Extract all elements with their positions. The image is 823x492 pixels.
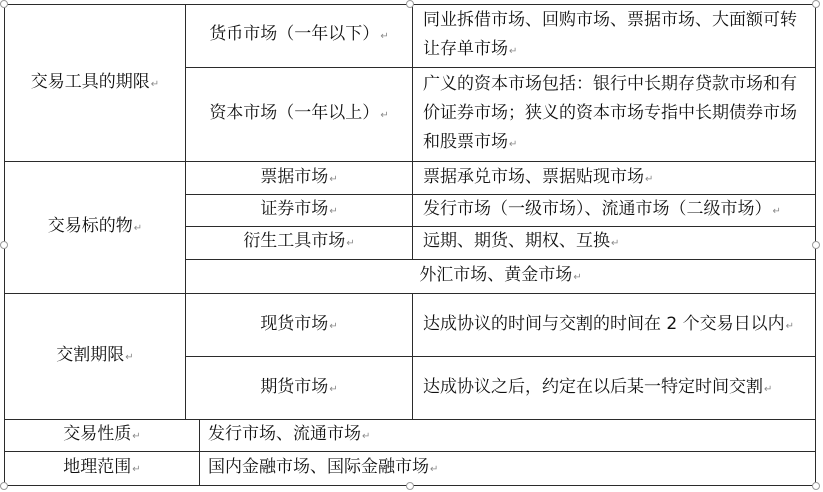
- resize-handle-top-middle[interactable]: [406, 0, 414, 8]
- value-text: 发行市场、流通市场: [208, 424, 361, 445]
- table-row: [5, 5, 816, 68]
- subcategory-cell: [186, 227, 413, 259]
- resize-handle-bottom-left[interactable]: [0, 482, 8, 490]
- subcategory-cell: [186, 194, 413, 226]
- paragraph-mark: ↵: [785, 320, 795, 332]
- table-row: [5, 162, 816, 194]
- value-cell: [200, 419, 816, 451]
- subcategory-label: 证券市场: [260, 198, 329, 219]
- description-cell: [413, 162, 816, 194]
- description-text: 广义的资本市场包括：银行中长期存贷款市场和有价证券市场；狭义的资本市场专指中长期债券市场和股票市场: [423, 74, 798, 153]
- description-cell: [413, 5, 816, 68]
- category-label: 地理范围: [63, 457, 132, 478]
- description-cell: [413, 194, 816, 226]
- category-cell: [5, 452, 200, 486]
- description-text: 达成协议的时间与交割的时间在 2 个交易日以内: [423, 313, 785, 334]
- category-label: 交易工具的期限: [30, 71, 150, 92]
- paragraph-mark: ↵: [132, 464, 141, 476]
- subcategory-cell: [186, 357, 413, 420]
- paragraph-mark: ↵: [380, 110, 389, 122]
- description-cell: [413, 227, 816, 259]
- merged-text: 外汇市场、黄金市场: [419, 264, 573, 285]
- table-row: [5, 419, 816, 451]
- table-row: [5, 294, 816, 357]
- resize-handle-bottom-middle[interactable]: [406, 482, 414, 490]
- category-label: 交易性质: [63, 424, 132, 445]
- subcategory-cell: [186, 294, 413, 357]
- resize-handle-bottom-right[interactable]: [812, 482, 820, 490]
- resize-handle-middle-right[interactable]: [812, 241, 820, 249]
- resize-handle-top-left[interactable]: [0, 0, 8, 8]
- description-text: 票据承兑市场、票据贴现市场: [423, 166, 645, 187]
- paragraph-mark: ↵: [380, 31, 389, 43]
- paragraph-mark: ↵: [329, 320, 338, 332]
- paragraph-mark: ↵: [573, 271, 582, 283]
- paragraph-mark: ↵: [125, 352, 134, 364]
- subcategory-cell: [186, 162, 413, 194]
- subcategory-label: 衍生工具市场: [243, 231, 346, 252]
- subcategory-label: 资本市场（一年以上）: [209, 103, 380, 124]
- description-text: 远期、期货、期权、互换: [423, 231, 611, 252]
- description-text: 发行市场（一级市场）、流通市场（二级市场）: [423, 198, 772, 219]
- description-text: 达成协议之后，约定在以后某一特定时间交割: [423, 376, 764, 397]
- subcategory-label: 票据市场: [260, 166, 329, 187]
- category-cell: [5, 5, 186, 162]
- category-label: 交割期限: [56, 345, 125, 366]
- paragraph-mark: ↵: [509, 45, 518, 57]
- financial-market-classification-table: [4, 4, 816, 486]
- paragraph-mark: ↵: [329, 205, 338, 217]
- paragraph-mark: ↵: [611, 238, 620, 250]
- value-cell: [200, 452, 816, 486]
- paragraph-mark: ↵: [645, 173, 654, 185]
- resize-handle-middle-left[interactable]: [0, 241, 8, 249]
- subcategory-cell: [186, 67, 413, 161]
- description-cell: [413, 67, 816, 161]
- paragraph-mark: ↵: [362, 431, 371, 443]
- paragraph-mark: ↵: [329, 383, 338, 395]
- description-text: 同业拆借市场、回购市场、票据市场、大面额可转让存单市场: [423, 9, 798, 59]
- paragraph-mark: ↵: [150, 78, 160, 90]
- description-cell: [413, 357, 816, 420]
- subcategory-label: 期货市场: [260, 376, 329, 397]
- category-label: 交易标的物: [47, 216, 133, 237]
- subcategory-cell: [186, 5, 413, 68]
- category-cell: [5, 419, 200, 451]
- paragraph-mark: ↵: [764, 383, 773, 395]
- table-row: [5, 452, 816, 486]
- paragraph-mark: ↵: [346, 238, 355, 250]
- paragraph-mark: ↵: [132, 431, 141, 443]
- description-cell: [413, 294, 816, 357]
- merged-cell: [186, 259, 816, 294]
- category-cell: [5, 162, 186, 294]
- paragraph-mark: ↵: [772, 205, 781, 217]
- resize-handle-top-right[interactable]: [812, 0, 820, 8]
- value-text: 国内金融市场、国际金融市场: [208, 457, 429, 478]
- subcategory-label: 货币市场（一年以下）: [209, 24, 380, 45]
- subcategory-label: 现货市场: [260, 313, 329, 334]
- paragraph-mark: ↵: [329, 173, 338, 185]
- paragraph-mark: ↵: [430, 464, 439, 476]
- category-cell: [5, 294, 186, 420]
- paragraph-mark: ↵: [133, 223, 143, 235]
- paragraph-mark: ↵: [509, 139, 518, 151]
